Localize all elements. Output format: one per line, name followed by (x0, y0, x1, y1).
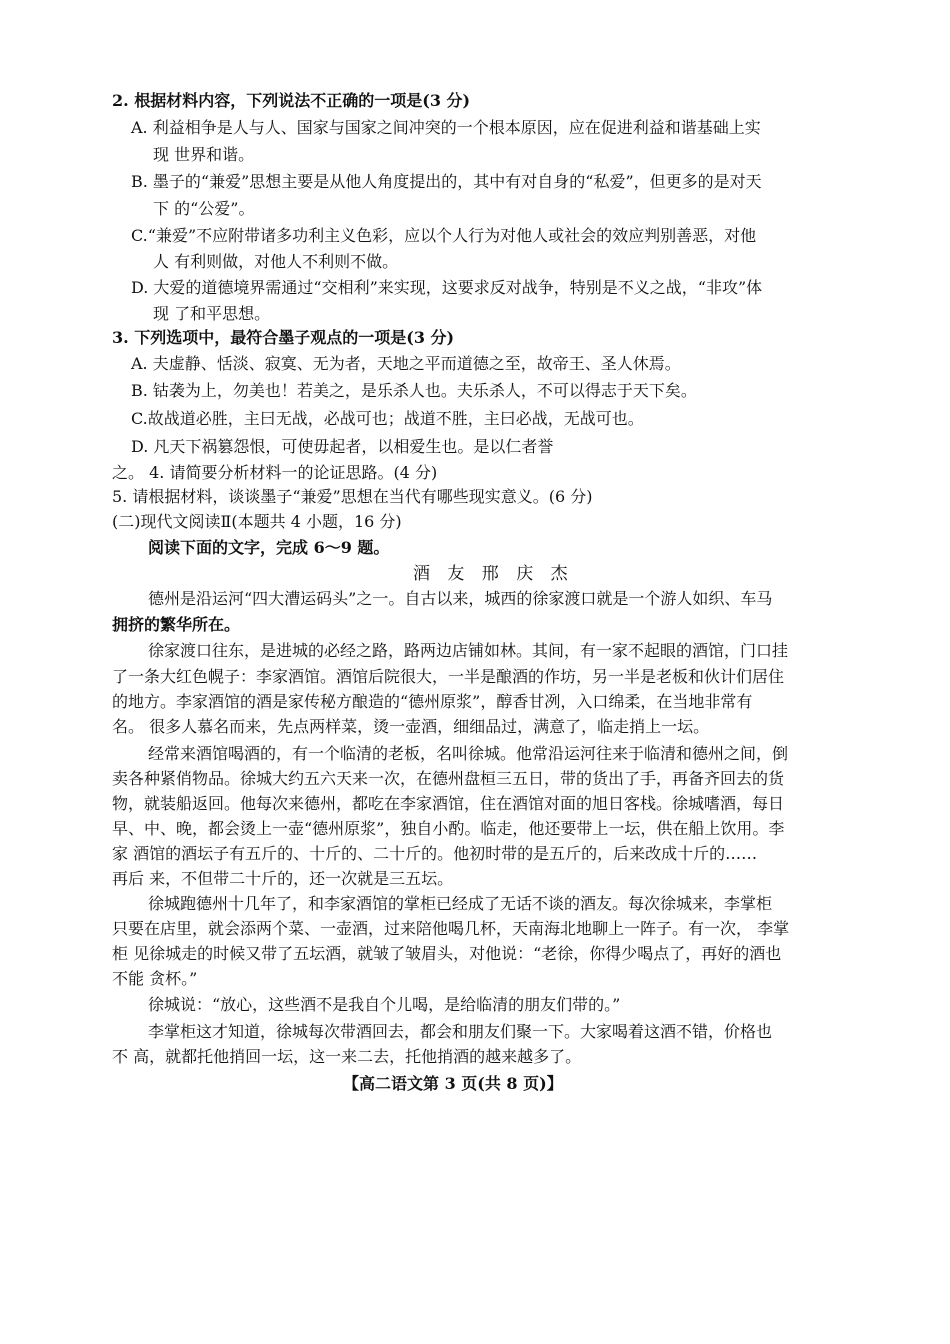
story-line: 的地方。李家酒馆的酒是家传秘方酿造的“德州原浆”，醇香甘冽，入口绵柔，在当地非常有 (112, 692, 753, 711)
story-line: 柜 见徐城走的时候又带了五坛酒，就皱了皱眉头，对他说：“老徐，你得少喝点了，再好的酒也 (112, 944, 782, 963)
q2-option-d-cont: 现 了和平思想。 (153, 304, 271, 323)
q3-option-a: A. 夫虚静、恬淡、寂寞、无为者，天地之平而道德之至，故帝王、圣人休焉。 (131, 354, 681, 373)
story-line: 再后 来，不但带二十斤的，还一次就是三五坛。 (112, 869, 454, 888)
story-line: 徐家渡口往东，是进城的必经之路，路两边店铺如林。其间，有一家不起眼的酒馆，门口挂 (148, 641, 789, 660)
question-3-stem: 3. 下列选项中，最符合墨子观点的一项是(3 分) (112, 328, 455, 347)
story-line: 早、中、晚，都会烫上一壶“德州原浆”，独自小酌。临走，他还要带上一坛，供在船上饮用。李 (112, 819, 785, 838)
q3-option-d-cont-q4: 之。 4. 请简要分析材料一的论证思路。(4 分) (112, 463, 438, 482)
q2-option-b-cont: 下 的“公爱”。 (153, 199, 255, 218)
story-title: 酒 友 邢 庆 杰 (413, 564, 574, 584)
story-line: 物，就装船返回。他每次来德州，都吃在李家酒馆，住在酒馆对面的旭日客栈。徐城嗜酒，每日 (112, 794, 785, 813)
q3-option-b: B. 钴袭为上，勿美也！若美之，是乐杀人也。夫乐杀人，不可以得志于天下矣。 (131, 381, 697, 400)
story-line: 不 高，就都托他捎回一坛，这一来二去，托他捎酒的越来越多了。 (112, 1047, 582, 1066)
question-2-stem: 2. 根据材料内容，下列说法不正确的一项是(3 分) (112, 91, 471, 110)
q2-option-a: A. 利益相争是人与人、国家与国家之间冲突的一个根本原因，应在促进利益和谐基础上实 (131, 118, 761, 137)
page-footer: 【高二语文第 3 页(共 8 页)】 (343, 1074, 563, 1093)
story-line: 家 酒馆的酒坛子有五斤的、十斤的、二十斤的。他初时带的是五斤的，后来改成十斤的…… (112, 844, 758, 863)
q2-option-b: B. 墨子的“兼爱”思想主要是从他人角度提出的，其中有对自身的“私爱”，但更多的是对天 (131, 172, 762, 191)
story-line: 了一条大红色幌子：李家酒馆。酒馆后院很大，一半是酿酒的作坊，另一半是老板和伙计们居住 (112, 667, 785, 686)
story-line: 只要在店里，就会添两个菜、一壶酒，过来陪他喝几杯，天南海北地聊上一阵子。有一次， 李掌 (112, 919, 790, 938)
story-line: 不能 贪杯。” (112, 969, 198, 988)
q3-option-d: D. 凡天下祸篡怨恨，可使毋起者，以相爱生也。是以仁者誉 (131, 437, 554, 456)
q2-option-a-cont: 现 世界和谐。 (153, 145, 255, 164)
question-5-stem: 5. 请根据材料，谈谈墨子“兼爱”思想在当代有哪些现实意义。(6 分) (112, 487, 593, 506)
section-heading: (二)现代文阅读Ⅱ(本题共 4 小题，16 分) (112, 512, 402, 531)
q2-option-d: D. 大爱的道德境界需通过“交相利”来实现，这要求反对战争，特别是不义之战，“非攻”体 (131, 278, 763, 297)
story-line: 李掌柜这才知道，徐城每次带酒回去，都会和朋友们聚一下。大家喝着这酒不错，价格也 (148, 1022, 773, 1041)
story-line: 卖各种紧俏物品。徐城大约五六天来一次，在德州盘桓三五日，带的货出了手，再备齐回去的货 (112, 769, 785, 788)
story-line: 徐城跑德州十几年了，和李家酒馆的掌柜已经成了无话不谈的酒友。每次徐城来，李掌柜 (148, 894, 773, 913)
reading-instruction: 阅读下面的文字，完成 6～9 题。 (148, 538, 390, 557)
q3-option-c: C.故战道必胜，主曰无战，必战可也；战道不胜，主曰必战，无战可也。 (131, 409, 644, 428)
story-line: 经常来酒馆喝酒的，有一个临清的老板，名叫徐城。他常沿运河往来于临清和德州之间，倒 (148, 744, 789, 763)
story-line: 徐城说：“放心，这些酒不是我自个儿喝，是给临清的朋友们带的。” (148, 995, 621, 1014)
story-line: 德州是沿运河“四大漕运码头”之一。自古以来，城西的徐家渡口就是一个游人如织、车马 (148, 589, 773, 608)
q2-option-c-cont: 人 有利则做，对他人不利则不做。 (153, 252, 399, 271)
story-line: 名。 很多人慕名而来，先点两样菜，烫一壶酒，细细品过，满意了，临走捎上一坛。 (112, 717, 710, 736)
q2-option-c: C.“兼爱”不应附带诸多功利主义色彩，应以个人行为对他人或社会的效应判别善恶，对他 (131, 226, 757, 245)
story-line: 拥挤的繁华所在。 (112, 615, 241, 634)
